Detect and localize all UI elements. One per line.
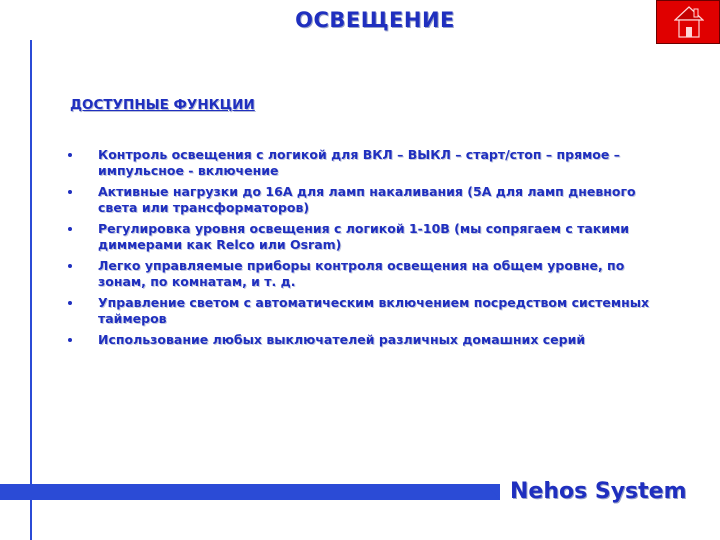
brand-logo-text: Nehos System [510, 479, 687, 504]
list-item [68, 295, 668, 326]
footer-bar-end [486, 484, 500, 500]
home-button[interactable] [656, 0, 720, 44]
page-title: ОСВЕЩЕНИЕ [295, 8, 455, 32]
bullet-icon [68, 190, 72, 194]
list-item [68, 332, 668, 348]
home-icon [674, 5, 704, 39]
list-item-text: Регулировка уровня освещения с логикой 1-10В (мы сопрягаем с такими диммерами как Relco или Osram) [98, 221, 630, 252]
bullet-icon [68, 338, 72, 342]
list-item-text: Легко управляемые приборы контроля освещения на общем уровне, по зонам, по комнатам, и т. д. [98, 258, 625, 289]
list-item-text: Управление светом с автоматическим включением посредством системных таймеров [98, 295, 650, 326]
list-item [68, 221, 668, 252]
bullet-icon [68, 227, 72, 231]
list-item-text: Активные нагрузки до 16А для ламп накаливания (5А для ламп дневного света или трансформаторов) [98, 184, 636, 215]
list-item [68, 184, 668, 215]
list-item [68, 258, 668, 289]
left-divider-line [30, 40, 32, 540]
list-item-text: Использование любых выключателей различных домашних серий [98, 332, 586, 347]
list-item [68, 147, 668, 178]
footer-bar [0, 484, 500, 500]
section-heading: ДОСТУПНЫЕ ФУНКЦИИ [70, 97, 255, 113]
list-item-text: Контроль освещения с логикой для ВКЛ – ВЫКЛ – старт/стоп – прямое – импульсное - включение [98, 147, 620, 178]
feature-list [68, 147, 668, 354]
bullet-icon [68, 301, 72, 305]
bullet-icon [68, 264, 72, 268]
bullet-icon [68, 153, 72, 157]
